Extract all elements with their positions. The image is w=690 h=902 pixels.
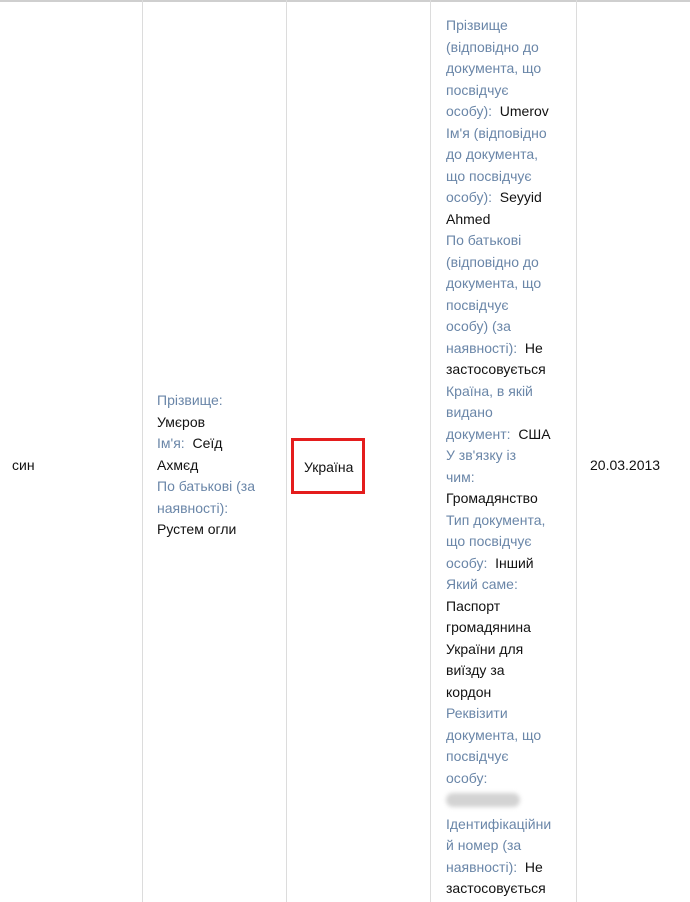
doc-type-label: що посвідчує: [446, 533, 532, 549]
documents-cell: [446, 15, 566, 900]
name-value-cont: Ахмєд: [157, 456, 199, 473]
doc-type-value: Інший: [495, 554, 534, 571]
name-label: Ім'я:: [157, 435, 185, 451]
name-value: Сеїд: [192, 435, 223, 451]
doc-name-label: Ім'я (відповідно: [446, 124, 547, 141]
doc-country-value: США: [518, 425, 551, 442]
doc-name-value: Ahmed: [446, 210, 491, 227]
citizenship-highlight-box: [291, 438, 365, 494]
citizenship-value: Україна: [304, 459, 354, 475]
doc-patronymic-label: документа, що: [446, 275, 542, 291]
column-divider: [430, 0, 431, 902]
table-top-border: [0, 0, 690, 2]
doc-which-value: виїзду за: [446, 662, 505, 678]
doc-reason-label: чим:: [446, 468, 475, 485]
doc-surname-label: (відповідно до: [446, 38, 539, 55]
doc-patronymic-value: застосовується: [446, 361, 546, 377]
doc-patronymic-label: наявності):: [446, 339, 518, 356]
doc-details-label: особу:: [446, 769, 488, 786]
doc-id-number-value: застосовується: [446, 880, 546, 896]
doc-details-label: документа, що: [446, 726, 542, 743]
patronymic-label: По батькові (за: [157, 478, 255, 494]
doc-patronymic-value: Не: [524, 339, 543, 356]
doc-type-label: Тип документа,: [446, 511, 546, 528]
column-divider: [576, 0, 577, 902]
doc-which-value: Паспорт: [446, 597, 501, 614]
surname-value: Умєров: [157, 413, 206, 430]
doc-id-number-label: й номер (за: [446, 837, 522, 853]
doc-reason-value: Громадянство: [446, 490, 538, 506]
doc-name-label: що посвідчує: [446, 167, 532, 184]
doc-id-number-value: Не: [524, 858, 543, 875]
column-divider: [286, 0, 287, 902]
doc-reason-label: У зв'язку із: [446, 447, 517, 463]
doc-details-label: Реквізити: [446, 705, 508, 721]
surname-label: Прізвище:: [157, 392, 223, 408]
doc-surname-label: Прізвище: [446, 17, 508, 33]
relation-cell: син: [12, 457, 35, 473]
doc-id-number-label: наявності):: [446, 858, 518, 875]
doc-surname-label: документа, що: [446, 60, 542, 76]
doc-surname-label: особу):: [446, 103, 492, 119]
doc-patronymic-label: По батькові: [446, 232, 522, 248]
doc-id-number-label: Ідентифікаційни: [446, 815, 552, 832]
doc-which-label: Який саме:: [446, 576, 518, 592]
doc-which-value: кордон: [446, 683, 492, 700]
doc-country-label: документ:: [446, 425, 511, 442]
column-divider: [142, 0, 143, 902]
doc-patronymic-label: (відповідно до: [446, 253, 539, 270]
patronymic-value: Рустем огли: [157, 521, 237, 537]
family-member-name-cell: [157, 390, 282, 541]
doc-patronymic-label: посвідчує: [446, 296, 509, 313]
doc-details-label: посвідчує: [446, 748, 509, 764]
doc-surname-label: посвідчує: [446, 81, 509, 98]
doc-which-value: громадянина: [446, 619, 531, 635]
doc-type-label: особу:: [446, 554, 488, 571]
patronymic-label-cont: наявності):: [157, 499, 229, 516]
doc-surname-value: Umerov: [499, 103, 549, 119]
doc-name-value: Seyyid: [499, 189, 542, 205]
redacted-document-number: [446, 793, 520, 807]
doc-name-label: особу):: [446, 189, 492, 205]
doc-patronymic-label: особу) (за: [446, 318, 511, 334]
doc-country-label: видано: [446, 404, 493, 420]
doc-which-value: України для: [446, 640, 524, 657]
doc-country-label: Країна, в якій: [446, 382, 533, 399]
date-cell: 20.03.2013: [590, 457, 661, 473]
doc-name-label: до документа,: [446, 146, 538, 162]
